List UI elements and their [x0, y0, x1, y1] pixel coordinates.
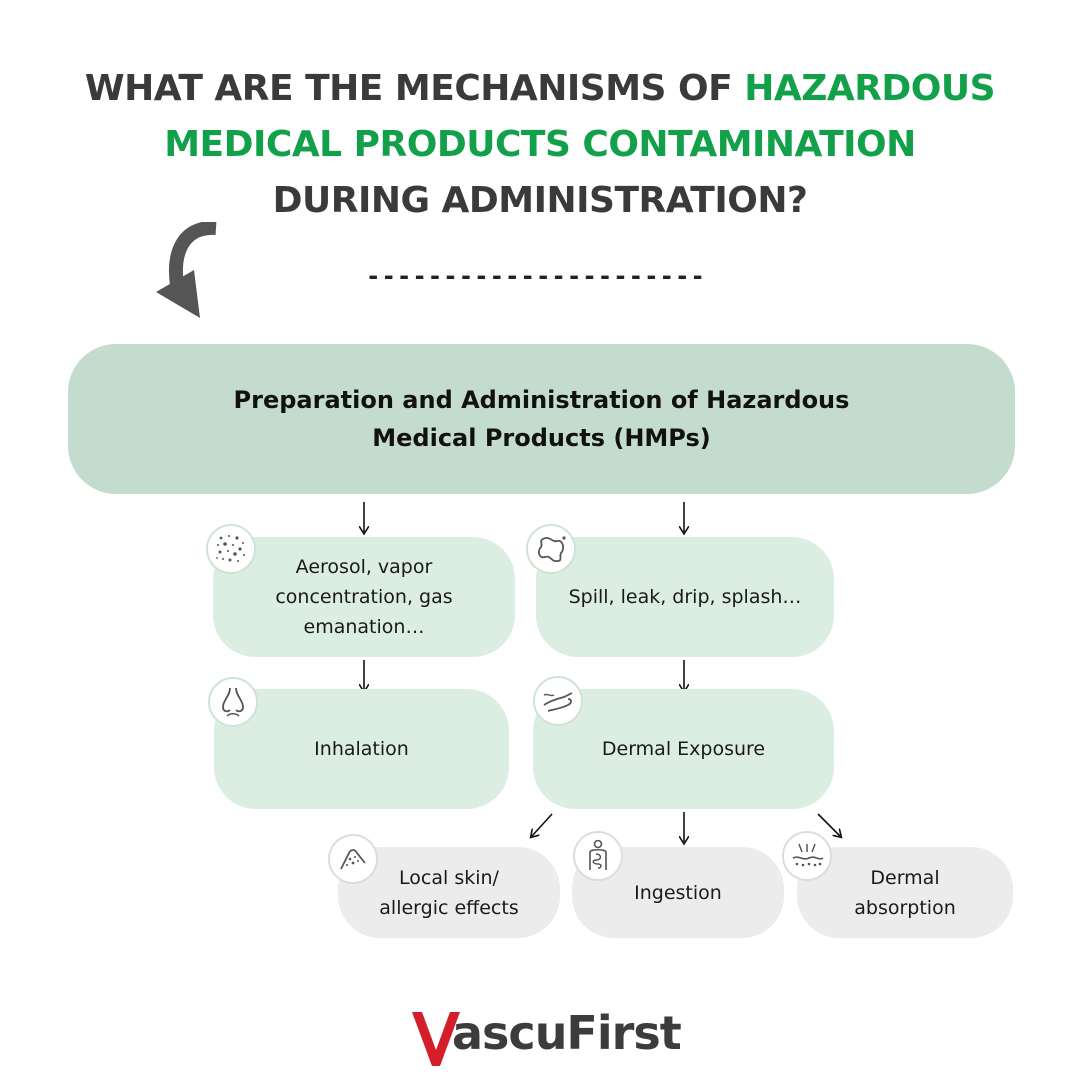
vascufirst-logo [412, 1006, 682, 1070]
skin-absorption-icon [782, 831, 832, 881]
node-spill [536, 537, 834, 657]
skin-rash-icon [328, 834, 378, 884]
title-line-2: MEDICAL PRODUCTS CONTAMINATION [164, 124, 916, 165]
hand-icon [533, 676, 583, 726]
title-line-1-green: HAZARDOUS [744, 68, 996, 109]
spill-label: Spill, leak, drip, splash… [568, 586, 802, 608]
main-box-line-2: Medical Products (HMPs) [372, 424, 711, 452]
aerosol-line-2: concentration, gas [275, 586, 453, 608]
node-aerosol [213, 537, 515, 657]
splash-icon [526, 524, 576, 574]
title-line-1-dark: WHAT ARE THE MECHANISMS OF [84, 68, 745, 109]
separator-dashes: ---------------------- [366, 262, 706, 290]
title-line-3: DURING ADMINISTRATION? [272, 180, 808, 221]
dermal-absorption-line-2: absorption [854, 896, 956, 919]
digestive-system-icon [573, 831, 623, 881]
local-skin-line-2: allergic effects [379, 896, 519, 919]
ingestion-label: Ingestion [634, 881, 722, 904]
dermal-absorption-line-1: Dermal [870, 866, 940, 889]
nose-icon [208, 677, 258, 727]
dermal-exposure-label: Dermal Exposure [601, 738, 766, 760]
logo-text: ascuFirst [452, 1006, 681, 1060]
arrow-dermal-to-local-skin [532, 814, 552, 836]
inhalation-label: Inhalation [314, 738, 409, 760]
arrow-dermal-to-absorption [818, 814, 840, 836]
local-skin-line-1: Local skin/ [399, 866, 499, 889]
aerosol-line-3: emanation… [303, 616, 425, 638]
node-inhalation [214, 689, 509, 809]
particles-icon [206, 524, 256, 574]
aerosol-line-1: Aerosol, vapor [295, 556, 433, 578]
main-box-line-1: Preparation and Administration of Hazardous [233, 386, 850, 414]
